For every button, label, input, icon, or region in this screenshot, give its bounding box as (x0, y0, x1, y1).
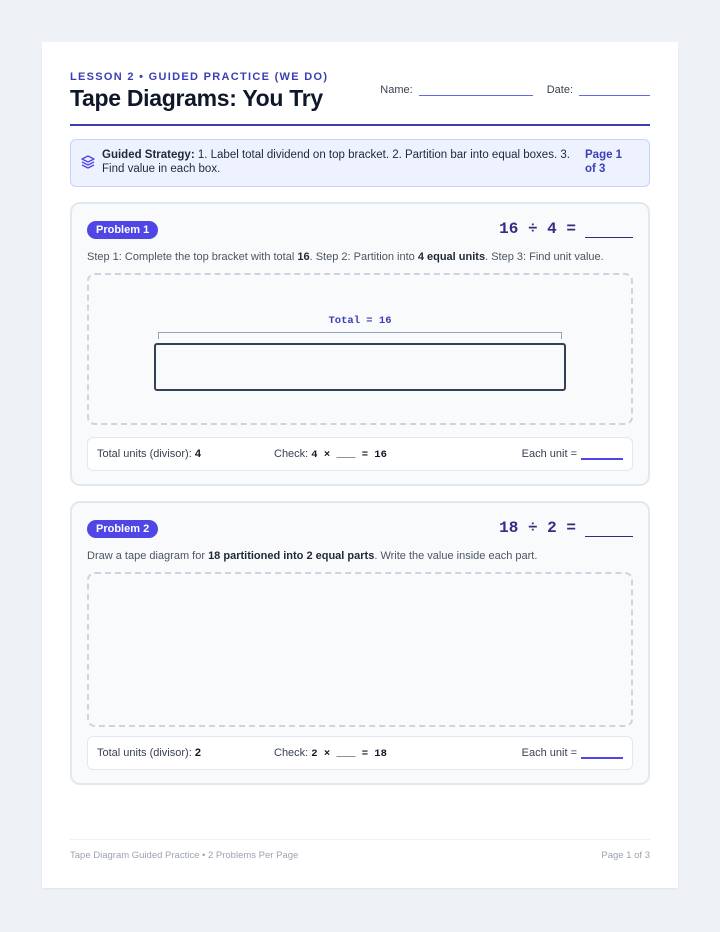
quotient-answer-blank[interactable] (585, 224, 633, 238)
date-field[interactable] (579, 84, 650, 96)
total-bracket (158, 332, 562, 339)
problem-instructions: Step 1: Complete the top bracket with total 16. Step 2: Partition into 4 equal units. Step 3: Find unit value. (87, 251, 604, 263)
footer-title: Tape Diagram Guided Practice • 2 Problems Per Page (70, 850, 299, 861)
footer-page-number: Page 1 of 3 (601, 850, 650, 861)
layers-icon (80, 154, 96, 170)
name-field[interactable] (419, 84, 533, 96)
dividend: 16 (499, 220, 519, 238)
total-units: Total units (divisor): 2 (97, 747, 201, 759)
strategy-label: Guided Strategy: (102, 149, 195, 161)
page-footer (70, 839, 650, 861)
total-units: Total units (divisor): 4 (97, 448, 201, 460)
header-divider (70, 124, 650, 126)
strategy-text (102, 148, 590, 176)
answer-footer (87, 736, 633, 770)
worksheet-page (42, 42, 678, 888)
division-equation (499, 519, 633, 537)
each-unit-answer-blank[interactable] (581, 749, 623, 759)
quotient-answer-blank[interactable] (585, 523, 633, 537)
problem-badge: Problem 2 (87, 520, 158, 538)
check-expression: Check: 4 × ___ = 16 (274, 448, 387, 461)
name-label: Name: (380, 84, 413, 96)
answer-footer (87, 437, 633, 471)
check-expression: Check: 2 × ___ = 18 (274, 747, 387, 760)
total-label: Total = 16 (328, 315, 392, 327)
each-unit-answer-blank[interactable] (581, 450, 623, 460)
equals-sign: = (566, 220, 576, 238)
divisor: 2 (547, 519, 557, 537)
strategy-body: 1. Label total dividend on top bracket. 2. Partition bar into equal boxes. 3. Find value in each box. (102, 149, 570, 175)
division-equation (499, 220, 633, 238)
problem-card-1 (70, 202, 650, 486)
date-label: Date: (546, 84, 573, 96)
each-unit: Each unit = (522, 747, 623, 759)
division-operator: ÷ (527, 519, 538, 537)
problem-card-2 (70, 501, 650, 785)
strategy-callout (70, 139, 650, 187)
units-value: 2 (194, 747, 201, 759)
page-title: Tape Diagrams: You Try (70, 85, 323, 111)
tape-bar[interactable] (154, 343, 566, 391)
dividend: 18 (499, 519, 519, 537)
equals-sign: = (566, 519, 576, 537)
tape-diagram-workspace[interactable] (87, 273, 633, 425)
name-date-fields (380, 84, 650, 96)
each-unit: Each unit = (522, 448, 623, 460)
problem-instructions: Draw a tape diagram for 18 partitioned into 2 equal parts. Write the value inside each part. (87, 550, 538, 562)
strategy-page-number: Page 1 of 3 (585, 149, 623, 175)
divisor: 4 (547, 220, 557, 238)
division-operator: ÷ (527, 220, 538, 238)
tape-diagram-workspace[interactable] (87, 572, 633, 727)
problem-badge: Problem 1 (87, 221, 158, 239)
units-value: 4 (194, 448, 201, 460)
lesson-eyebrow: LESSON 2 • GUIDED PRACTICE (WE DO) (70, 71, 329, 83)
